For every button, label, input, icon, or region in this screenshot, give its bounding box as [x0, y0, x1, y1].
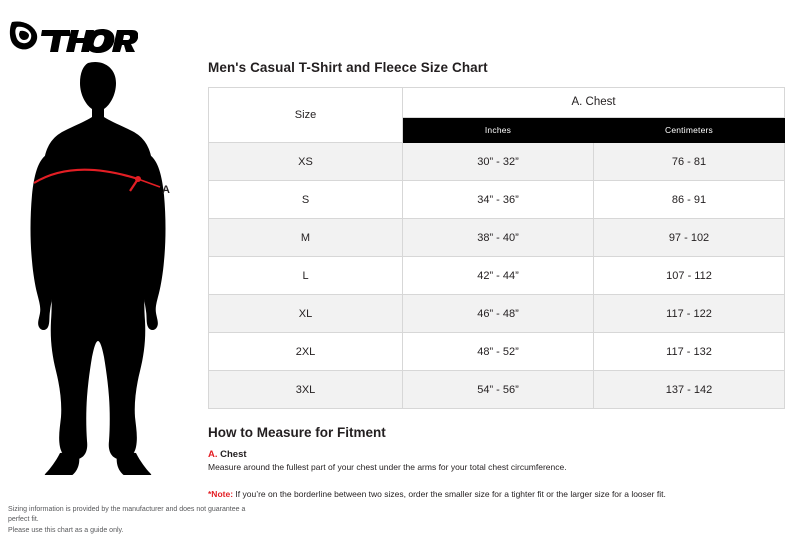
disclaimer-line-1: Sizing information is provided by the manufacturer and does not guarantee a perfect fit. [8, 505, 246, 523]
table-row [209, 181, 785, 219]
measure-description: Measure around the fullest part of your chest under the arms for your total chest circumference. [208, 462, 567, 472]
table-row [209, 257, 785, 295]
cell-size: 3XL [209, 371, 403, 409]
cell-size: M [209, 219, 403, 257]
cell-inches: 30” - 32” [403, 143, 594, 181]
cell-size: XS [209, 143, 403, 181]
table-row [209, 333, 785, 371]
cell-inches: 46” - 48” [403, 295, 594, 333]
table-row [209, 143, 785, 181]
cell-inches: 38” - 40” [403, 219, 594, 257]
model-silhouette-figure [10, 55, 200, 475]
note-label: *Note: [208, 489, 234, 500]
table-row [209, 371, 785, 409]
cell-centimeters: 97 - 102 [594, 219, 785, 257]
callout-label-a: A [162, 184, 170, 196]
cell-size: L [209, 257, 403, 295]
note-line [208, 489, 784, 499]
disclaimer-line-2: Please use this chart as a guide only. [8, 526, 124, 534]
cell-size: S [209, 181, 403, 219]
cell-centimeters: 76 - 81 [594, 143, 785, 181]
cell-centimeters: 117 - 132 [594, 333, 785, 371]
cell-inches: 48” - 52” [403, 333, 594, 371]
cell-inches: 54” - 56” [403, 371, 594, 409]
cell-centimeters: 117 - 122 [594, 295, 785, 333]
how-to-measure-section [208, 425, 784, 499]
disclaimer [8, 505, 268, 537]
how-to-measure-title: How to Measure for Fitment [208, 425, 386, 440]
cell-centimeters: 86 - 91 [594, 181, 785, 219]
column-header-chest-group: A. Chest [403, 88, 785, 118]
measure-label [208, 449, 784, 460]
page-title: Men's Casual T-Shirt and Fleece Size Chart [208, 60, 488, 75]
column-header-size: Size [209, 88, 403, 143]
measure-marker: A. [208, 449, 218, 460]
note-text: If you’re on the borderline between two sizes, order the smaller size for a tighter fit or the larger size for a looser fit. [235, 489, 666, 500]
thor-logo [8, 18, 138, 60]
cell-size: XL [209, 295, 403, 333]
table-row [209, 295, 785, 333]
measure-name: Chest [220, 449, 247, 460]
cell-inches: 42” - 44” [403, 257, 594, 295]
cell-centimeters: 107 - 112 [594, 257, 785, 295]
column-header-inches: Inches [403, 117, 594, 142]
cell-inches: 34” - 36” [403, 181, 594, 219]
column-header-centimeters: Centimeters [594, 117, 785, 142]
size-chart-content [208, 60, 784, 508]
cell-size: 2XL [209, 333, 403, 371]
cell-centimeters: 137 - 142 [594, 371, 785, 409]
table-row [209, 219, 785, 257]
silhouette-body [31, 62, 166, 475]
size-chart-table [208, 87, 785, 409]
